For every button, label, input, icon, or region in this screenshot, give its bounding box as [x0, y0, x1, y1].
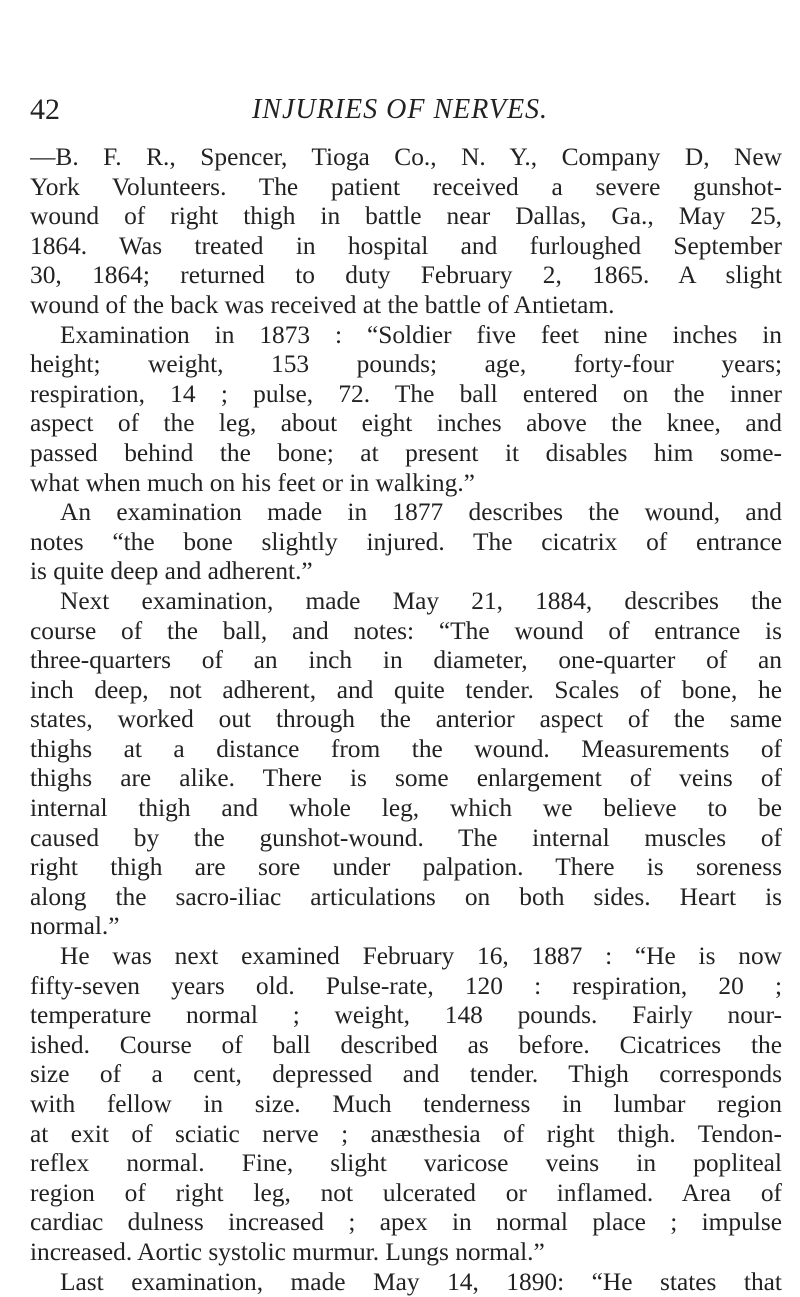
text-line: Examination in 1873 : “Soldier five feet nine inches in — [60, 320, 782, 349]
text-line: cardiac dulness increased ; apex in normal place ; impulse — [30, 1208, 782, 1237]
text-line: —B. F. R., Spencer, Tioga Co., N. Y., Company D, New — [30, 143, 782, 171]
text-line: thighs are alike. There is some enlargement of veins of — [30, 764, 782, 793]
text-line: at exit of sciatic nerve ; anæsthesia of right thigh. Tendon- — [30, 1119, 782, 1148]
text-line: Next examination, made May 21, 1884, describes the — [60, 586, 782, 615]
text-line: notes “the bone slightly injured. The cicatrix of entrance — [30, 527, 782, 556]
text-line: respiration, 14 ; pulse, 72. The ball entered on the inner — [30, 379, 782, 408]
text-line: passed behind the bone; at present it disables him some- — [30, 438, 782, 467]
text-line: An examination made in 1877 describes the wound, and — [60, 498, 782, 527]
text-line: 30, 1864; returned to duty February 2, 1865. A slight — [30, 261, 782, 290]
text-line: wound of right thigh in battle near Dallas, Ga., May 25, — [30, 202, 782, 231]
text-line: with fellow in size. Much tenderness in lumbar region — [30, 1090, 782, 1118]
text-line: temperature normal ; weight, 148 pounds. Fairly nour- — [30, 1001, 782, 1030]
text-line: along the sacro-iliac articulations on both sides. Heart is — [30, 882, 782, 911]
text-line: size of a cent, depressed and tender. Thigh corresponds — [30, 1060, 782, 1089]
text-line: what when much on his feet or in walking.” — [30, 468, 475, 497]
text-line: wound of the back was received at the battle of Antietam. — [30, 290, 615, 319]
text-line: inch deep, not adherent, and quite tender. Scales of bone, he — [30, 675, 782, 704]
text-line: increased. Aortic systolic murmur. Lungs normal.” — [30, 1237, 545, 1266]
text-line: fifty-seven years old. Pulse-rate, 120 : respiration, 20 ; — [30, 971, 782, 1000]
body-text — [30, 143, 782, 1297]
text-line: right thigh are sore under palpation. There is soreness — [30, 853, 782, 882]
text-line: normal.” — [30, 912, 120, 941]
page-number: 42 — [30, 93, 60, 126]
text-line: thighs at a distance from the wound. Measurements of — [30, 734, 782, 763]
text-line: York Volunteers. The patient received a severe gunshot- — [30, 172, 782, 201]
text-line: caused by the gunshot-wound. The internal muscles of — [30, 823, 782, 852]
text-line: height; weight, 153 pounds; age, forty-four years; — [30, 350, 782, 379]
text-line: states, worked out through the anterior aspect of the same — [30, 705, 782, 734]
text-line: internal thigh and whole leg, which we believe to be — [30, 794, 782, 823]
page-header — [30, 92, 770, 128]
text-line: 1864. Was treated in hospital and furloughed September — [30, 231, 782, 260]
text-line: reflex normal. Fine, slight varicose veins in popliteal — [30, 1149, 782, 1178]
text-line: He was next examined February 16, 1887 : “He is now — [60, 942, 782, 971]
text-line: Last examination, made May 14, 1890: “He states that — [60, 1267, 782, 1296]
text-line: aspect of the leg, about eight inches above the knee, and — [30, 409, 782, 438]
text-line: three-quarters of an inch in diameter, one-quarter of an — [30, 646, 782, 675]
text-line: course of the ball, and notes: “The wound of entrance is — [30, 616, 782, 645]
text-line: ished. Course of ball described as before. Cicatrices the — [30, 1030, 782, 1059]
text-line: is quite deep and adherent.” — [30, 557, 313, 586]
running-title: INJURIES OF NERVES. — [251, 94, 549, 125]
text-line: region of right leg, not ulcerated or inflamed. Area of — [30, 1178, 782, 1207]
